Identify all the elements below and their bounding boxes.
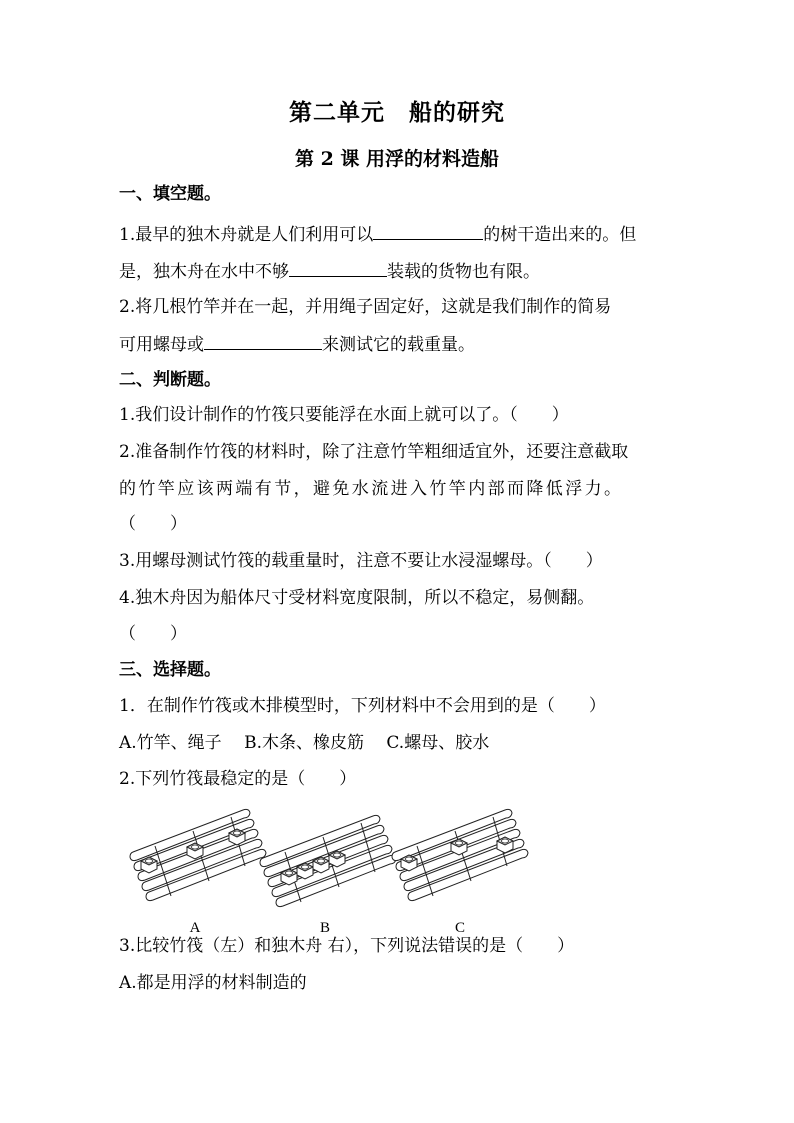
tf-q2-line1: 2.准备制作竹筏的材料时，除了注意竹竿粗细适宜外，还要注意截取 [119, 442, 629, 462]
fill-q1-text-b: 的树干造出来的。但 [483, 225, 637, 245]
fill-q1-line1 [119, 221, 636, 247]
tf-q2-line2: 的竹竿应该两端有节，避免水流进入竹竿内部而降低浮力。 [119, 479, 624, 499]
figure-label-a: A [189, 920, 201, 935]
section-fill-blank-heading: 一、填空题。 [119, 184, 221, 204]
choice-q3: 3.比较竹筏（左）和独木舟 右），下列说法错误的是（ ） [119, 936, 575, 956]
tf-q1: 1.我们设计制作的竹筏只要能浮在水面上就可以了。（ ） [119, 405, 569, 425]
fill-q1-line2 [119, 258, 540, 284]
fill-q2-line1: 2.将几根竹竿并在一起，并用绳子固定好，这就是我们制作的简易 [119, 297, 612, 317]
fill-q1-text-d: 装载的货物也有限。 [387, 262, 540, 282]
fill-q1-blank1[interactable] [373, 221, 483, 240]
tf-q2-answer-paren[interactable]: （ ） [119, 514, 187, 534]
tf-q4-line1: 4.独木舟因为船体尺寸受材料宽度限制，所以不稳定，易侧翻。 [119, 588, 595, 608]
lesson-title: 第 2 课 用浮的材料造船 [294, 148, 500, 170]
choice-q1: 1．在制作竹筏或木排模型时，下列材料中不会用到的是（ ） [119, 696, 606, 716]
raft-option-c [392, 809, 528, 900]
tf-q3: 3.用螺母测试竹筏的载重量时，注意不要让水浸湿螺母。（ ） [119, 551, 603, 571]
raft-option-b [260, 815, 396, 906]
choice-q1-options: A.竹竿、绳子 B.木条、橡皮筋 C.螺母、胶水 [119, 733, 490, 753]
fill-q2-line2 [119, 331, 475, 357]
fill-q2-text-a: 可用螺母或 [119, 335, 204, 355]
fill-q1-text-a: 1.最早的独木舟就是人们利用可以 [119, 225, 374, 245]
bamboo-raft-figure [125, 800, 535, 935]
choice-q2: 2.下列竹筏最稳定的是（ ） [119, 769, 357, 789]
tf-q4-answer-paren[interactable]: （ ） [119, 624, 187, 644]
fill-q1-blank2[interactable] [289, 258, 387, 277]
fill-q2-text-b: 来测试它的载重量。 [322, 335, 475, 355]
section-choice-heading: 三、选择题。 [119, 660, 221, 680]
section-true-false-heading: 二、判断题。 [119, 370, 221, 390]
fill-q1-text-c: 是，独木舟在水中不够 [119, 262, 289, 282]
figure-label-b: B [319, 920, 331, 935]
fill-q2-blank[interactable] [204, 331, 322, 350]
unit-title: 第二单元 船的研究 [289, 99, 505, 126]
raft-option-a [130, 809, 266, 900]
choice-q3-option-a: A.都是用浮的材料制造的 [119, 973, 307, 993]
figure-label-c: C [454, 920, 466, 935]
